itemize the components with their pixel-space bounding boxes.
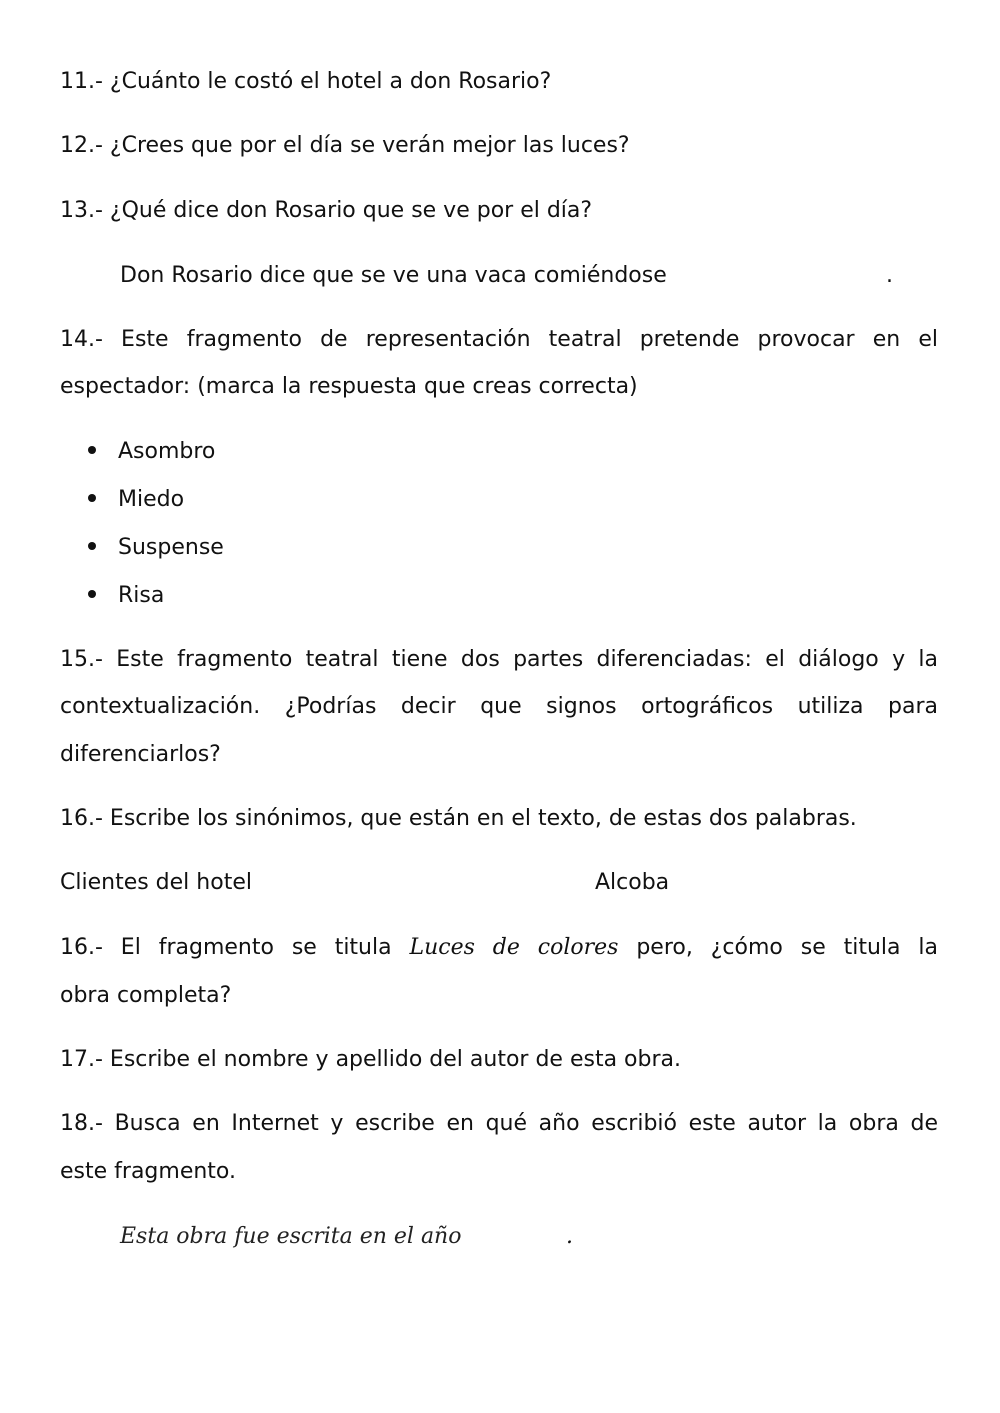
option-asombro[interactable]: [88, 437, 215, 467]
question-16b-line-1: [60, 933, 938, 963]
option-label: Risa: [118, 583, 165, 608]
option-label: Suspense: [118, 535, 224, 560]
bullet-icon: [88, 542, 96, 550]
bullet-icon: [88, 446, 96, 454]
question-15-line-3: diferenciarlos?: [60, 742, 221, 767]
question-14-line-1: 14.- Este fragmento de representación teatral pretende provocar en el: [60, 327, 938, 352]
fragment-title: Luces de colores: [409, 935, 619, 960]
question-18-line-1: 18.- Busca en Internet y escribe en qué año escribió este autor la obra de: [60, 1111, 938, 1136]
bullet-icon: [88, 494, 96, 502]
question-17: 17.- Escribe el nombre y apellido del autor de esta obra.: [60, 1047, 681, 1072]
question-13-answer: Don Rosario dice que se ve una vaca comiéndose: [120, 263, 667, 288]
question-16a: 16.- Escribe los sinónimos, que están en el texto, de estas dos palabras.: [60, 806, 857, 831]
question-13: 13.- ¿Qué dice don Rosario que se ve por el día?: [60, 198, 593, 223]
question-11: 11.- ¿Cuánto le costó el hotel a don Rosario?: [60, 69, 552, 94]
question-18-line-2: este fragmento.: [60, 1159, 236, 1184]
question-16b-prefix: 16.- El fragmento se titula: [60, 935, 392, 960]
synonym-word-1: Clientes del hotel: [60, 870, 252, 895]
question-14-line-2: espectador: (marca la respuesta que creas correcta): [60, 374, 638, 399]
question-18-answer: Esta obra fue escrita en el año: [120, 1224, 462, 1249]
option-suspense[interactable]: [88, 533, 224, 563]
bullet-icon: [88, 590, 96, 598]
option-risa[interactable]: [88, 581, 164, 611]
question-15-line-1: 15.- Este fragmento teatral tiene dos partes diferenciadas: el diálogo y la: [60, 647, 938, 672]
question-16b-suffix: pero, ¿cómo se titula la: [636, 935, 939, 960]
option-label: Miedo: [118, 487, 185, 512]
synonym-word-2: Alcoba: [595, 870, 670, 895]
question-18-answer-period: .: [566, 1224, 573, 1249]
option-label: Asombro: [118, 439, 216, 464]
question-12: 12.- ¿Crees que por el día se verán mejor las luces?: [60, 133, 630, 158]
option-miedo[interactable]: [88, 485, 184, 515]
question-16b-line-2: obra completa?: [60, 983, 232, 1008]
question-13-answer-period: .: [886, 263, 893, 288]
question-15-line-2: contextualización. ¿Podrías decir que signos ortográficos utiliza para: [60, 694, 938, 719]
